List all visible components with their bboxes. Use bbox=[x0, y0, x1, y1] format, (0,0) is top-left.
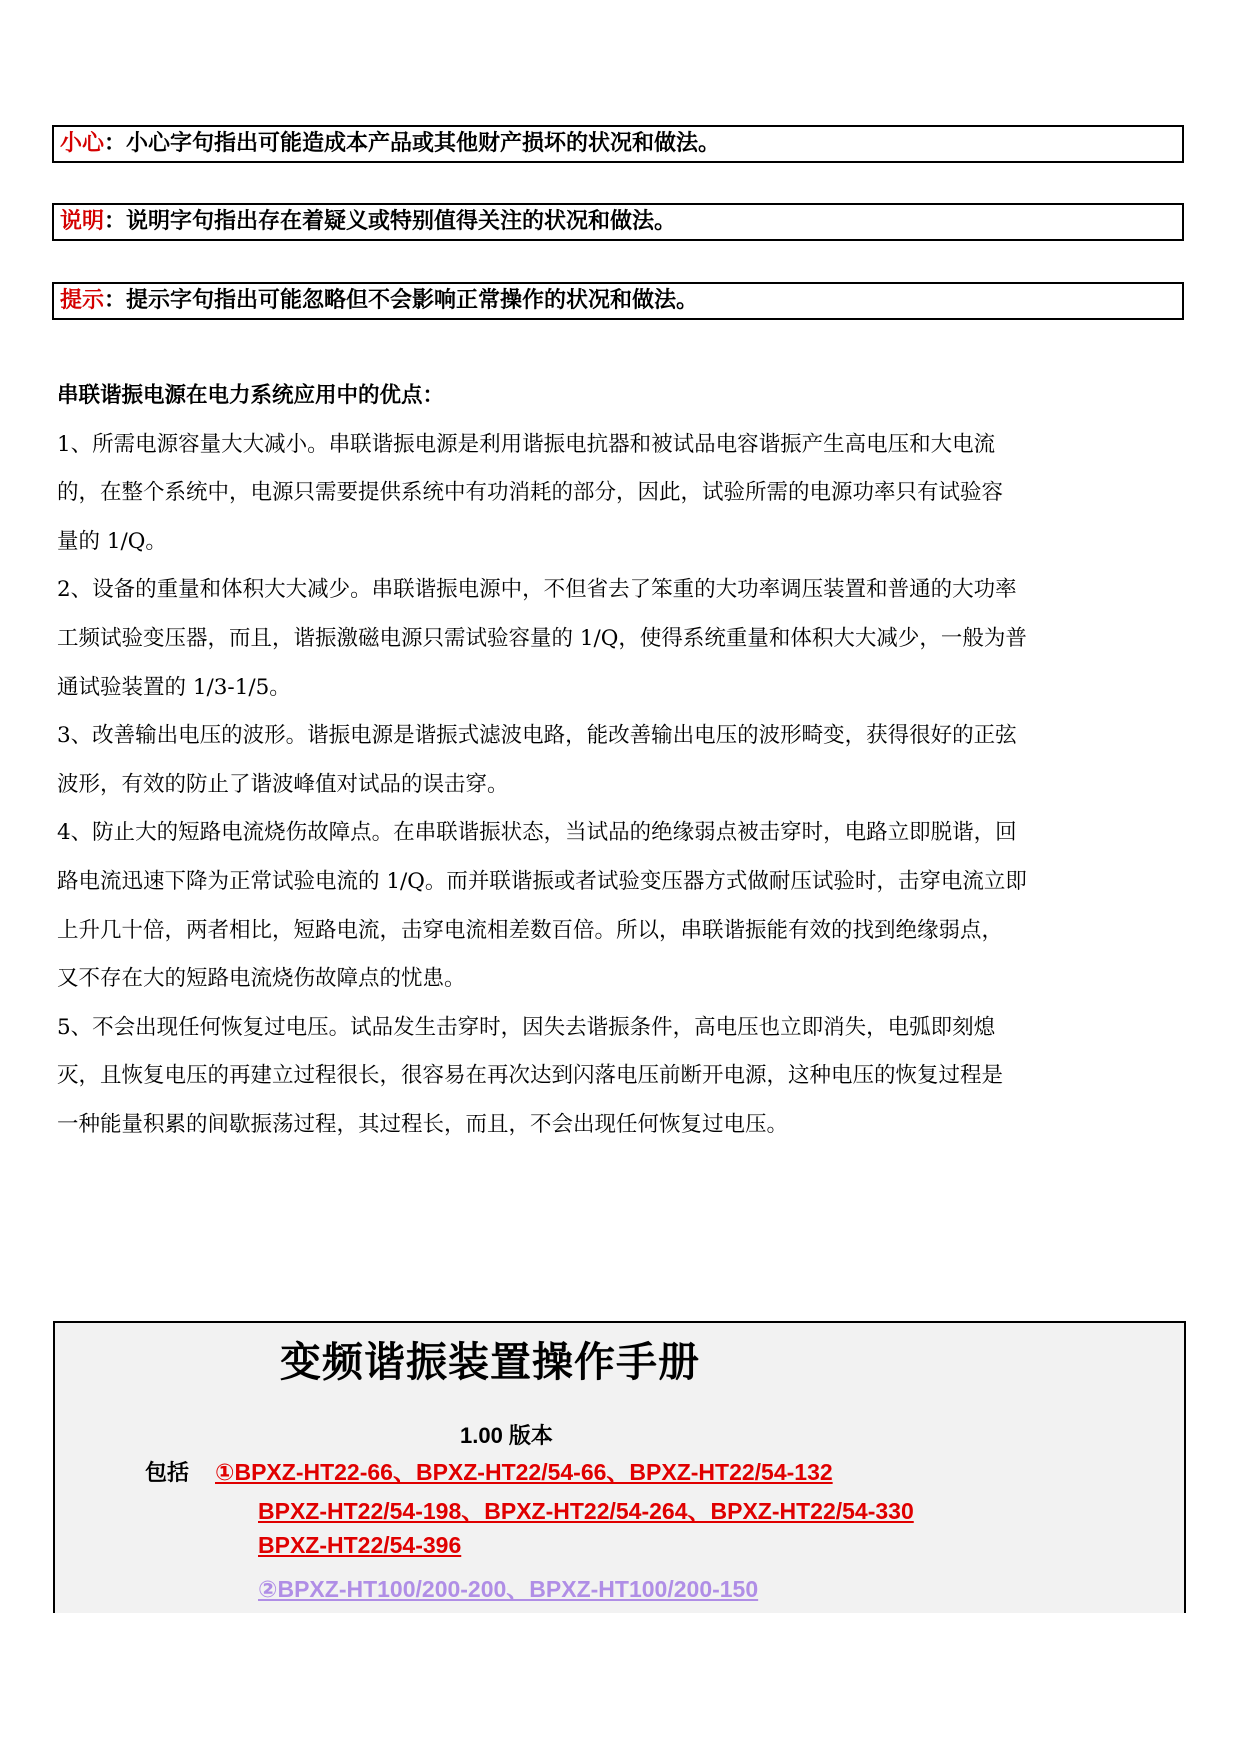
caution-separator: ： bbox=[104, 131, 127, 156]
model-link[interactable]: BPXZ-HT22/54-198、BPXZ-HT22/54-264、BPXZ-HT22/54-330 bbox=[258, 1498, 914, 1524]
note-separator: ： bbox=[104, 209, 127, 234]
manual-cover-box bbox=[53, 1321, 1186, 1613]
manual-title: 变频谐振装置操作手册 bbox=[280, 1338, 700, 1386]
note-notice bbox=[52, 203, 1184, 241]
includes-label: 包括 bbox=[145, 1461, 190, 1486]
advantages-line: 又不存在大的短路电流烧伤故障点的忧患。 bbox=[57, 966, 466, 992]
advantages-line: 3、改善输出电压的波形。谐振电源是谐振式滤波电路，能改善输出电压的波形畸变，获得很好的正弦 bbox=[57, 723, 1017, 749]
advantages-line: 波形，有效的防止了谐波峰值对试品的误击穿。 bbox=[57, 771, 509, 797]
tip-tag: 提示 bbox=[60, 288, 105, 313]
model-link-visited[interactable]: ②BPXZ-HT100/200-200、BPXZ-HT100/200-150 bbox=[258, 1576, 759, 1602]
tip-separator: ： bbox=[104, 288, 127, 313]
model-link[interactable]: BPXZ-HT22/54-396 bbox=[258, 1532, 462, 1558]
caution-notice bbox=[52, 125, 1184, 163]
advantages-line: 5、不会出现任何恢复过电压。试品发生击穿时，因失去谐振条件，高电压也立即消失，电弧即刻熄 bbox=[57, 1014, 996, 1040]
advantages-line: 路电流迅速下降为正常试验电流的 1/Q。而并联谐振或者试验变压器方式做耐压试验时，击穿电流立即 bbox=[57, 868, 1027, 894]
advantages-heading: 串联谐振电源在电力系统应用中的优点： bbox=[57, 383, 445, 408]
note-tag: 说明 bbox=[60, 209, 105, 234]
advantages-line: 一种能量积累的间歇振荡过程，其过程长，而且，不会出现任何恢复过电压。 bbox=[57, 1111, 789, 1137]
advantages-line: 的，在整个系统中，电源只需要提供系统中有功消耗的部分，因此，试验所需的电源功率只有试验容 bbox=[57, 480, 1004, 506]
caution-tag: 小心 bbox=[60, 131, 105, 156]
advantages-line: 灭，且恢复电压的再建立过程很长，很容易在再次达到闪落电压前断开电源，这种电压的恢复过程是 bbox=[57, 1063, 1004, 1089]
advantages-line: 上升几十倍，两者相比，短路电流，击穿电流相差数百倍。所以，串联谐振能有效的找到绝缘弱点， bbox=[57, 917, 1004, 943]
note-text: 说明字句指出存在着疑义或特别值得关注的状况和做法。 bbox=[126, 209, 677, 234]
manual-version: 1.00 版本 bbox=[460, 1423, 553, 1448]
advantages-line: 工频试验变压器，而且，谐振激磁电源只需试验容量的 1/Q，使得系统重量和体积大大减少，一般为普 bbox=[57, 625, 1027, 651]
advantages-line: 通试验装置的 1/3-1/5。 bbox=[57, 674, 291, 700]
caution-text: 小心字句指出可能造成本产品或其他财产损坏的状况和做法。 bbox=[126, 131, 721, 156]
tip-text: 提示字句指出可能忽略但不会影响正常操作的状况和做法。 bbox=[126, 288, 699, 313]
advantages-line: 2、设备的重量和体积大大减少。串联谐振电源中，不但省去了笨重的大功率调压装置和普通的大功率 bbox=[57, 577, 1017, 603]
advantages-line: 1、所需电源容量大大减小。串联谐振电源是利用谐振电抗器和被试品电容谐振产生高电压和大电流 bbox=[57, 431, 996, 457]
model-link[interactable]: ①BPXZ-HT22-66、BPXZ-HT22/54-66、BPXZ-HT22/54-132 bbox=[215, 1459, 833, 1485]
advantages-section bbox=[57, 372, 1182, 1150]
tip-notice bbox=[52, 282, 1184, 320]
advantages-line: 量的 1/Q。 bbox=[57, 528, 167, 554]
advantages-line: 4、防止大的短路电流烧伤故障点。在串联谐振状态，当试品的绝缘弱点被击穿时，电路立即脱谐，回 bbox=[57, 820, 1017, 846]
